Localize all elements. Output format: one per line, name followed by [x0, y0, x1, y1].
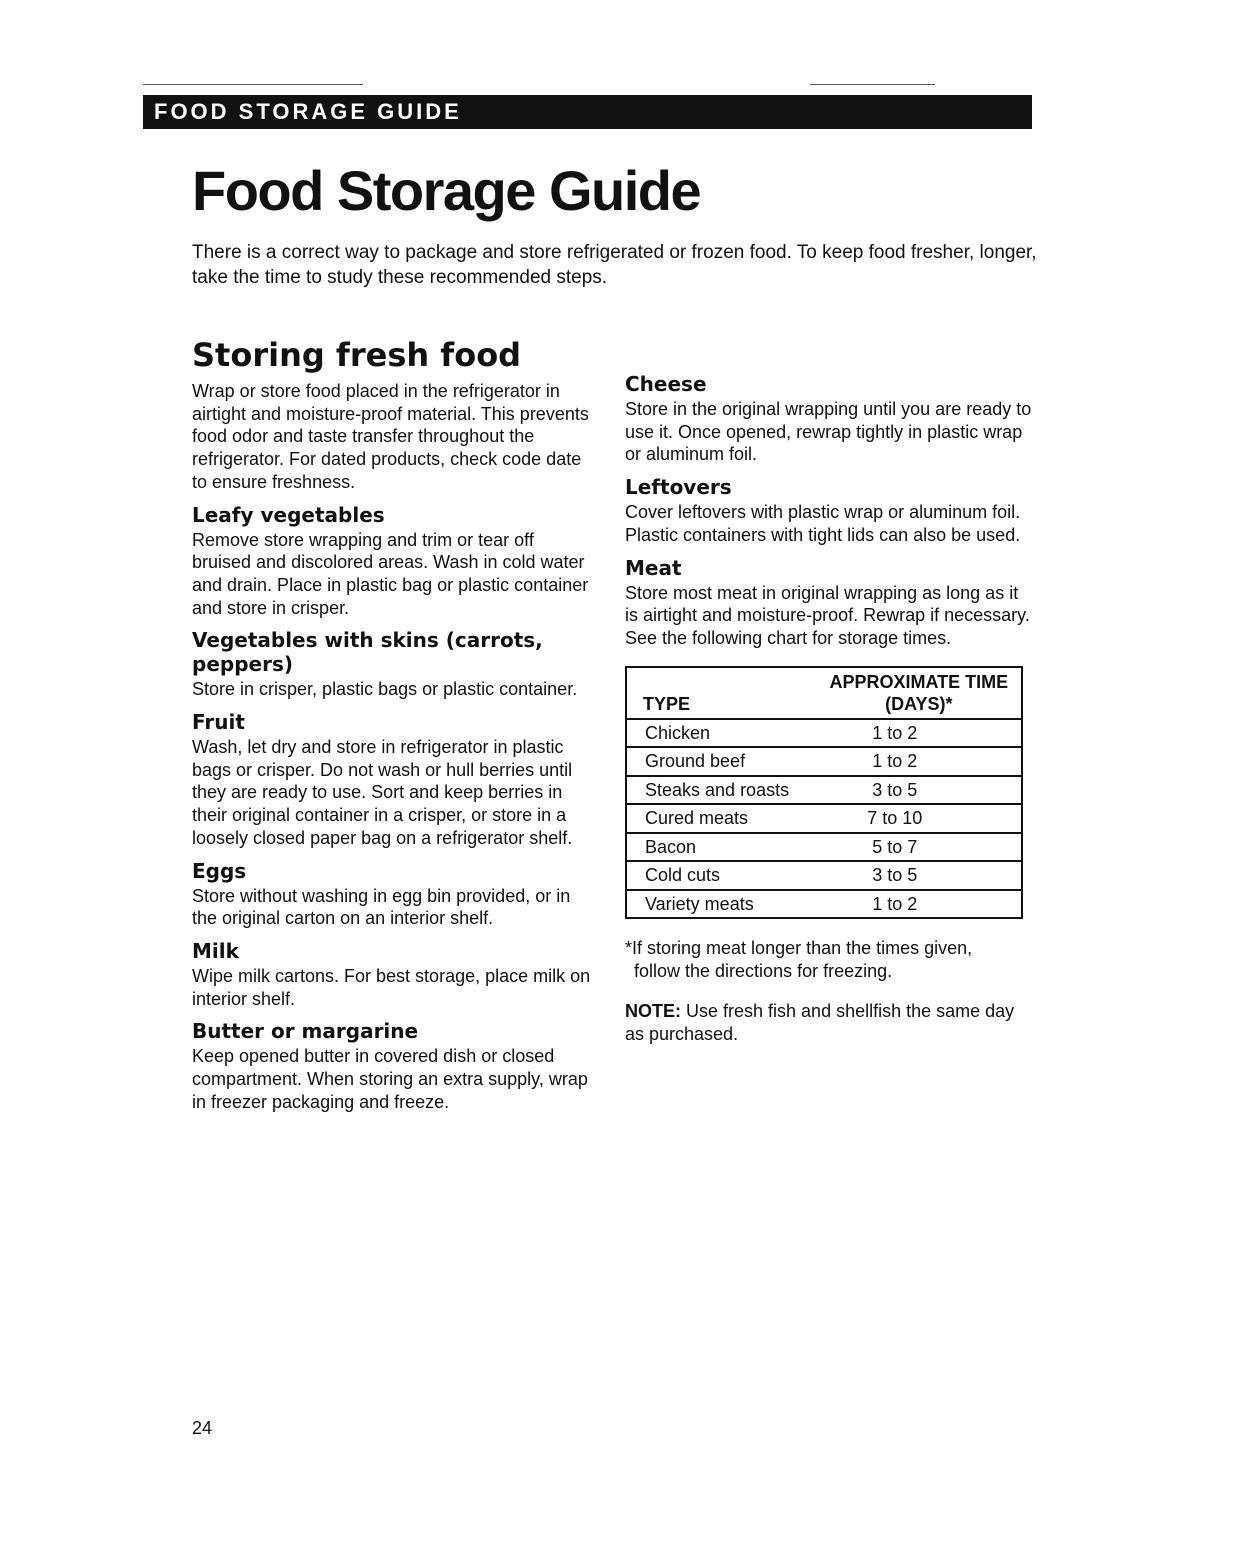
storage-days-cell: 1 to 2 — [807, 747, 1022, 776]
subsection-text: Cover leftovers with plastic wrap or aluminum foil. Plastic containers with tight lids can also be used. — [625, 502, 1021, 545]
page-intro: There is a correct way to package and store refrigerated or frozen food. To keep food fresher, longer, take the time to study these recommended steps. — [192, 242, 1037, 288]
table-row — [626, 747, 1022, 776]
table-row — [626, 804, 1022, 833]
section-heading: Storing fresh food — [192, 336, 522, 374]
footnote-line2: follow the directions for freezing. — [634, 960, 893, 981]
storage-days-cell: 3 to 5 — [807, 861, 1022, 890]
table-row — [626, 776, 1022, 805]
fish-note — [625, 1000, 1035, 1045]
subsection-title: Milk — [192, 938, 239, 963]
subsection-text: Store in the original wrapping until you are ready to use it. Once opened, rewrap tightly in plastic wrap or aluminum foil. — [625, 399, 1032, 465]
top-rule-right — [810, 84, 935, 85]
subsection-title: Meat — [625, 555, 682, 580]
subsection-text: Keep opened butter in covered dish or closed compartment. When storing an extra supply, wrap in freezer packaging and freeze. — [192, 1046, 588, 1112]
meat-type-cell: Ground beef — [626, 747, 807, 776]
subsection-text: Store without washing in egg bin provided, or in the original carton on an interior shelf. — [192, 885, 571, 929]
eggs-block — [192, 859, 597, 930]
subsection-title: Leafy vegetables — [192, 502, 385, 527]
cheese-block — [625, 372, 1035, 466]
subsection-text: Store in crisper, plastic bags or plastic container. — [192, 679, 578, 700]
meat-type-cell: Cold cuts — [626, 861, 807, 890]
table-footnote — [625, 937, 1035, 982]
meat-type-cell: Cured meats — [626, 804, 807, 833]
storage-days-cell: 7 to 10 — [807, 804, 1022, 833]
subsection-text: Store most meat in original wrapping as long as it is airtight and moisture-proof. Rewrap if necessary. See the following chart for storage times. — [625, 582, 1030, 648]
top-rule-left — [143, 84, 363, 85]
storage-days-cell: 1 to 2 — [807, 719, 1022, 748]
subsection-text: Remove store wrapping and trim or tear off bruised and discolored areas. Wash in cold water and drain. Place in plastic bag or plastic container and store in crisper. — [192, 529, 589, 618]
section-intro-text: Wrap or store food placed in the refrigerator in airtight and moisture-proof material. This prevents food odor and taste transfer throughout the refrigerator. For dated products, check code date to ensure freshness. — [192, 381, 589, 492]
meat-type-cell: Steaks and roasts — [626, 776, 807, 805]
table-row — [626, 890, 1022, 919]
meat-storage-table — [625, 666, 1023, 920]
section-banner: FOOD STORAGE GUIDE — [143, 95, 1032, 129]
right-column — [625, 372, 1035, 1045]
table-header-row — [626, 667, 1022, 719]
milk-block — [192, 939, 597, 1010]
vegetables-with-skins-block — [192, 628, 597, 701]
footnote-line1: *If storing meat longer than the times given, — [625, 938, 973, 959]
left-column — [192, 336, 597, 1122]
subsection-title: Butter or margarine — [192, 1019, 419, 1044]
subsection-title: Eggs — [192, 858, 247, 883]
page-number: 24 — [192, 1418, 213, 1438]
subsection-title: Cheese — [625, 372, 707, 396]
column-header-time-line2: (DAYS)* — [885, 693, 953, 714]
leafy-vegetables-block — [192, 503, 597, 620]
page-title: Food Storage Guide — [192, 159, 701, 222]
meat-type-cell: Variety meats — [645, 893, 754, 914]
subsection-text: Wipe milk cartons. For best storage, place milk on interior shelf. — [192, 965, 591, 1009]
subsection-text: Wash, let dry and store in refrigerator in plastic bags or crisper. Do not wash or hull berries until they are ready to use. Sort and keep berries in their original container in a crisper, or store in a loosely closed paper bag on a refrigerator shelf. — [192, 737, 573, 848]
column-header-time-line1: APPROXIMATE TIME — [829, 671, 1009, 692]
note-label: NOTE: — [625, 1001, 681, 1022]
subsection-title: Fruit — [192, 710, 245, 735]
table-row — [626, 833, 1022, 862]
table-row — [626, 861, 1022, 890]
note-text: Use fresh fish and shellfish the same day as purchased. — [625, 1001, 1015, 1044]
meat-block — [625, 556, 1035, 650]
column-header-type: TYPE — [626, 667, 807, 719]
storage-days-cell: 1 to 2 — [872, 893, 918, 914]
storage-days-cell: 3 to 5 — [807, 776, 1022, 805]
meat-type-cell: Chicken — [626, 719, 807, 748]
fruit-block — [192, 710, 597, 850]
storage-days-cell: 5 to 7 — [807, 833, 1022, 862]
fresh-food-section — [192, 336, 597, 494]
butter-block — [192, 1019, 597, 1113]
leftovers-block — [625, 475, 1035, 546]
subsection-title: Vegetables with skins (carrots, peppers) — [192, 628, 543, 677]
meat-type-cell: Bacon — [626, 833, 807, 862]
table-row — [626, 719, 1022, 748]
subsection-title: Leftovers — [625, 475, 732, 500]
column-header-time — [807, 667, 1022, 719]
